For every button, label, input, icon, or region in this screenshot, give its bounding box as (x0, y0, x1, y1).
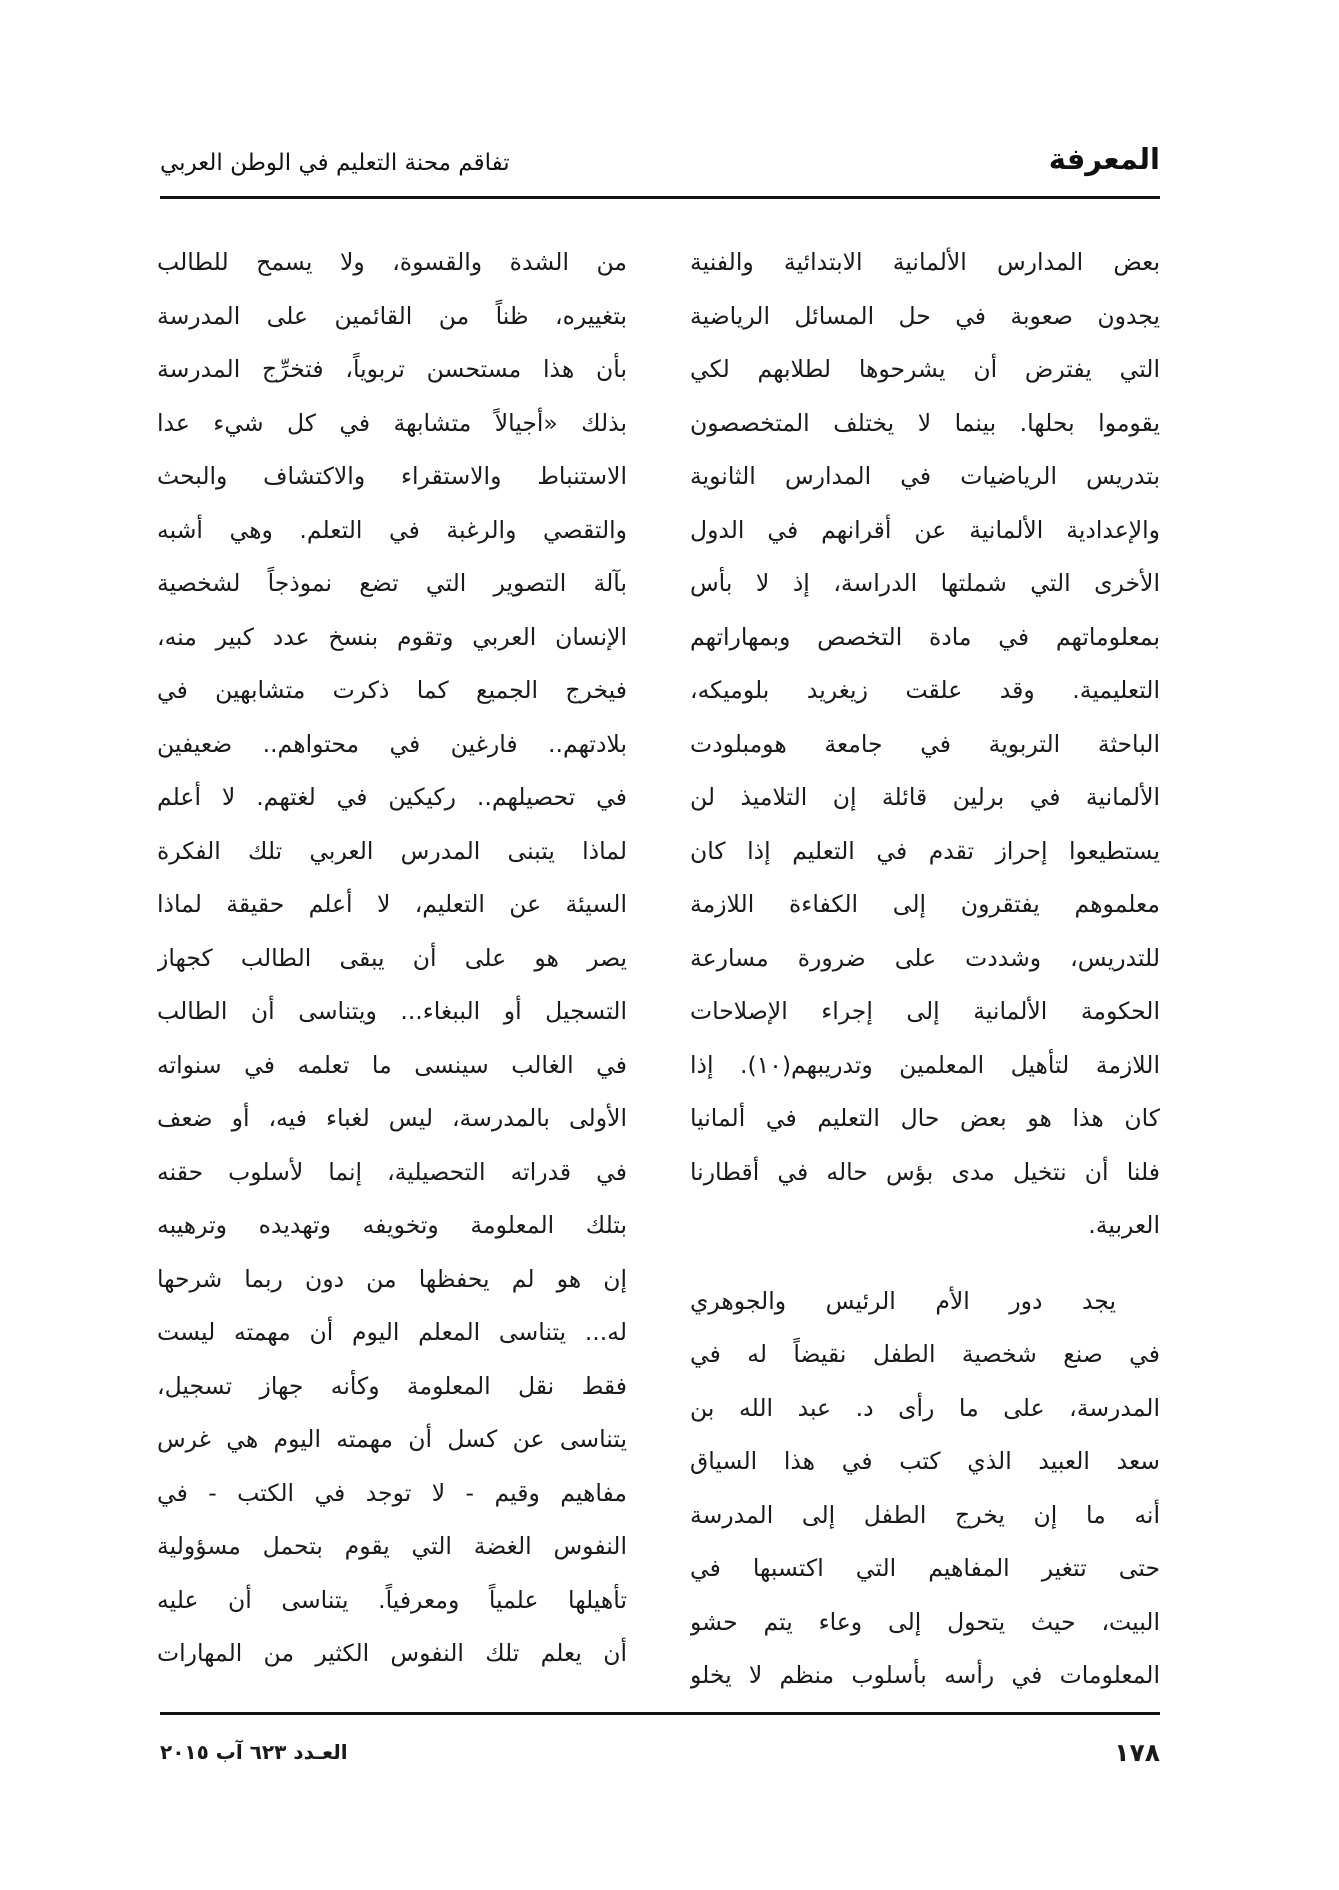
text-line: فيخرج الجميع كما ذكرت متشابهين في (157, 676, 627, 704)
text-line: بآلة التصوير التي تضع نموذجاً لشخصية (157, 569, 627, 597)
footer-divider (160, 1712, 1160, 1715)
text-line: المعلومات في رأسه بأسلوب منظم لا يخلو (690, 1661, 1160, 1689)
text-line: العربية. (1088, 1211, 1160, 1239)
header-divider (160, 196, 1160, 199)
text-line: إن هو لم يحفظها من دون ربما شرحها (157, 1264, 627, 1293)
text-line: الحكومة الألمانية إلى إجراء الإصلاحات (690, 997, 1160, 1025)
text-line: في قدراته التحصيلية، إنما لأسلوب حقنه (157, 1157, 627, 1186)
text-line: له... يتناسى المعلم اليوم أن مهمته ليست (157, 1318, 627, 1346)
page-header (160, 142, 1160, 186)
text-line: بذلك «أجيالاً متشابهة في كل شيء عدا (157, 408, 627, 437)
text-line: بأن هذا مستحسن تربوياً، فتخرِّج المدرسة (157, 355, 627, 383)
text-line: التي يفترض أن يشرحوها لطلابهم لكي (690, 355, 1160, 383)
text-line: الأولى بالمدرسة، ليس لغباء فيه، أو ضعف (157, 1104, 627, 1132)
text-line: الإنسان العربي وتقوم بنسخ عدد كبير منه، (157, 622, 627, 651)
text-line: الألمانية في برلين قائلة إن التلاميذ لن (690, 783, 1160, 811)
left-column (157, 236, 627, 1681)
text-line: بتلك المعلومة وتخويفه وتهديده وترهيبه (157, 1211, 627, 1239)
text-line: بلادتهم.. فارغين في محتواهم.. ضعيفين (157, 729, 627, 758)
text-line: في الغالب سينسى ما تعلمه في سنواته (157, 1050, 627, 1079)
issue-info: العـدد ٦٢٣ آب ٢٠١٥ (160, 1740, 348, 1764)
running-title: تفاقم محنة التعليم في الوطن العربي (160, 150, 510, 176)
text-line: لماذا يتبنى المدرس العربي تلك الفكرة (157, 836, 627, 865)
text-line: حتى تتغير المفاهيم التي اكتسبها في (690, 1554, 1160, 1582)
text-line: فقط نقل المعلومة وكأنه جهاز تسجيل، (157, 1371, 627, 1400)
text-line: يقوموا بحلها. بينما لا يختلف المتخصصون (690, 408, 1160, 437)
text-line: سعد العبيد الذي كتب في هذا السياق (690, 1447, 1160, 1475)
text-line: بتدريس الرياضيات في المدارس الثانوية (690, 462, 1160, 490)
text-line: فلنا أن نتخيل مدى بؤس حاله في أقطارنا (690, 1157, 1160, 1186)
text-line: يتناسى عن كسل أن مهمته اليوم هي غرس (157, 1425, 627, 1453)
text-line: التسجيل أو الببغاء... ويتناسى أن الطالب (157, 997, 627, 1025)
text-line: يصر هو على أن يبقى الطالب كجهاز (157, 943, 627, 972)
text-line: معلموهم يفتقرون إلى الكفاءة اللازمة (690, 890, 1160, 918)
text-line: تأهيلها علمياً ومعرفياً. يتناسى أن عليه (157, 1585, 627, 1614)
text-line: بمعلوماتهم في مادة التخصص وبمهاراتهم (690, 622, 1160, 651)
text-line: كان هذا هو بعض حال التعليم في ألمانيا (690, 1104, 1160, 1132)
text-line: السيئة عن التعليم، لا أعلم حقيقة لماذا (157, 890, 627, 918)
text-line: من الشدة والقسوة، ولا يسمح للطالب (157, 248, 627, 276)
text-line: الباحثة التربوية في جامعة هومبلودت (690, 729, 1160, 758)
text-line: اللازمة لتأهيل المعلمين وتدريبهم(١٠). إذا (690, 1050, 1160, 1079)
text-line: في صنع شخصية الطفل نقيضاً له في (690, 1340, 1160, 1368)
text-line: بتغييره، ظناً من القائمين على المدرسة (157, 301, 627, 330)
text-line: للتدريس، وشددت على ضرورة مسارعة (690, 943, 1160, 972)
text-line: الأخرى التي شملتها الدراسة، إذ لا بأس (690, 569, 1160, 597)
text-line: أن يعلم تلك النفوس الكثير من المهارات (157, 1639, 627, 1667)
magazine-logo: المعرفة (1048, 142, 1160, 176)
text-line: يجدون صعوبة في حل المسائل الرياضية (690, 301, 1160, 330)
text-line: والتقصي والرغبة في التعلم. وهي أشبه (157, 515, 627, 544)
text-line: يجد دور الأم الرئيس والجوهري (690, 1286, 1116, 1315)
text-line: في تحصيلهم.. ركيكين في لغتهم. لا أعلم (157, 783, 627, 811)
text-line: المدرسة، على ما رأى د. عبد الله بن (690, 1393, 1160, 1422)
text-line: الاستنباط والاستقراء والاكتشاف والبحث (157, 462, 627, 490)
right-column (690, 236, 1160, 1703)
text-line: النفوس الغضة التي يقوم بتحمل مسؤولية (157, 1532, 627, 1560)
text-line: التعليمية. وقد علقت زيغريد بلوميكه، (690, 676, 1160, 704)
page-number: ١٧٨ (1114, 1738, 1160, 1767)
text-line: البيت، حيث يتحول إلى وعاء يتم حشو (690, 1607, 1160, 1636)
text-line: أنه ما إن يخرج الطفل إلى المدرسة (690, 1500, 1160, 1529)
text-line: مفاهيم وقيم - لا توجد في الكتب - في (157, 1478, 627, 1507)
text-line: والإعدادية الألمانية عن أقرانهم في الدول (690, 515, 1160, 544)
paragraph-gap (690, 1253, 1160, 1275)
text-line: بعض المدارس الألمانية الابتدائية والفنية (690, 248, 1160, 276)
text-line: يستطيعوا إحراز تقدم في التعليم إذا كان (690, 836, 1160, 865)
